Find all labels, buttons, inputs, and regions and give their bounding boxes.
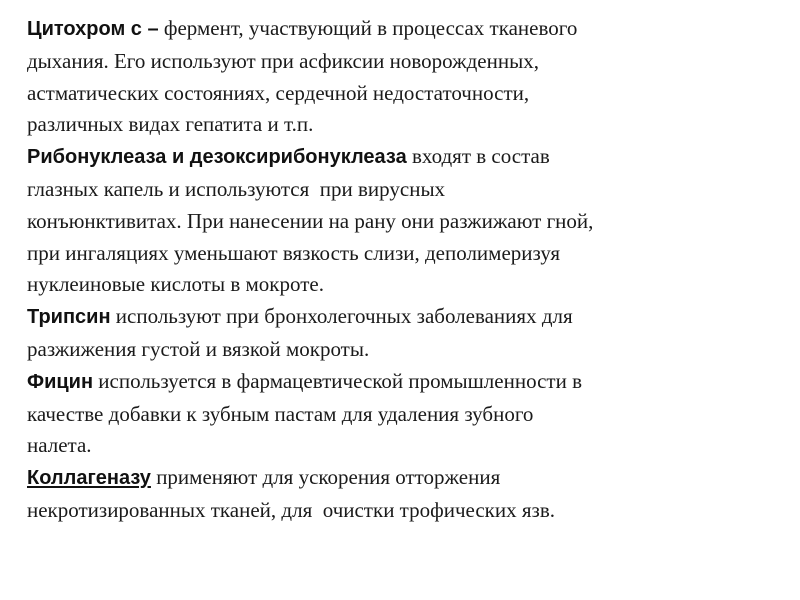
text-line: некротизированных тканей, для очистки трофических язв.: [27, 497, 555, 522]
text-segment: используется в фармацевтической промышленности в: [93, 368, 583, 393]
text-line: [27, 141, 780, 174]
term-ficin: Фицин: [27, 370, 94, 393]
text-line: глазных капель и используются при вирусных: [27, 176, 446, 201]
text-segment: фермент, участвующий в процессах тканевого: [158, 16, 578, 40]
text-line: различных видах гепатита и т.п.: [27, 112, 314, 137]
text-line: качестве добавки к зубным пастам для удаления зубного: [27, 401, 534, 426]
text-line: при ингаляциях уменьшают вязкость слизи, деполимеризуя: [27, 240, 560, 265]
term-trypsin: Трипсин: [27, 306, 111, 329]
term-collagenase: Коллагеназу: [27, 467, 151, 490]
text-line: дыхания. Его используют при асфиксии новорожденных,: [27, 48, 539, 73]
paragraph-trypsin: [27, 301, 780, 366]
text-line: [27, 301, 780, 334]
term-ribonuclease: Рибонуклеаза и дезоксирибонуклеаза: [27, 146, 407, 169]
text-line: налета.: [27, 433, 92, 458]
paragraph-collagenase: [27, 462, 780, 527]
text-segment: используют при бронхолегочных заболеваниях для: [110, 304, 573, 329]
term-cytochrome-c: Цитохром с –: [27, 18, 159, 40]
text-segment: применяют для ускорения отторжения: [150, 465, 501, 490]
text-segment: входят в состав: [406, 144, 550, 169]
text-line: нуклеиновые кислоты в мокроте.: [27, 272, 324, 297]
paragraph-ribonuclease: [27, 141, 780, 301]
text-line: разжижения густой и вязкой мокроты.: [27, 336, 370, 361]
text-line: [27, 13, 780, 46]
text-line: [27, 462, 780, 495]
text-line: [27, 366, 780, 399]
text-line: конъюнктивитах. При нанесении на рану они разжижают гной,: [27, 208, 594, 233]
paragraph-cytochrome-c: [27, 13, 780, 141]
paragraph-ficin: [27, 366, 780, 462]
text-line: астматических состояниях, сердечной недостаточности,: [27, 80, 530, 105]
